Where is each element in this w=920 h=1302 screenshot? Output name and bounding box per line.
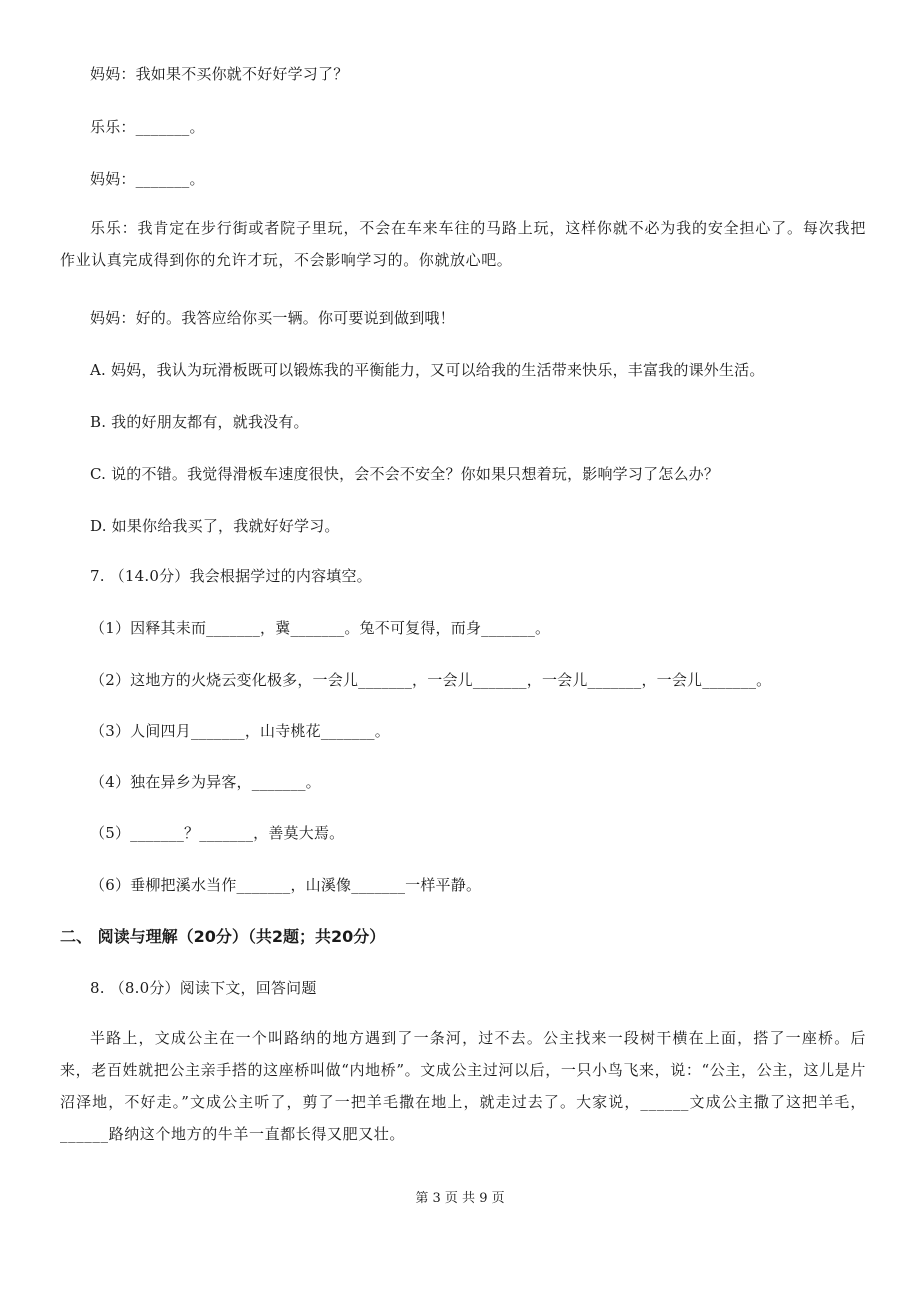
question-7-item-3: （3）人间四月_______，山寺桃花_______。 (90, 722, 390, 740)
option-c: C. 说的不错。我觉得滑板车速度很快，会不会不安全？你如果只想着玩，影响学习了怎么办？ (90, 465, 720, 483)
option-d: D. 如果你给我买了，我就好好学习。 (90, 517, 340, 535)
question-7-item-1: （1）因释其耒而_______，冀_______。兔不可复得，而身_______。 (90, 619, 551, 637)
question-7-title: 7. （14.0分）我会根据学过的内容填空。 (90, 567, 372, 585)
question-7-item-5: （5）_______？_______，善莫大焉。 (90, 824, 345, 842)
dialogue-line-3: 妈妈：_______。 (90, 170, 205, 188)
question-7-item-6: （6）垂柳把溪水当作_______，山溪像_______一样平静。 (90, 876, 482, 894)
question-8-title: 8. （8.0分）阅读下文，回答问题 (90, 979, 317, 997)
page-number: 第 3 页 共 9 页 (415, 1191, 505, 1206)
dialogue-line-2: 乐乐：_______。 (90, 118, 205, 136)
dialogue-line-5: 妈妈：好的。我答应给你买一辆。你可要说到做到哦！ (90, 309, 455, 327)
section-2-title: 二、 阅读与理解（20分）（共2题；共20分） (60, 927, 386, 946)
question-7-item-4: （4）独在异乡为异客，_______。 (90, 773, 321, 791)
dialogue-line-4: 乐乐：我肯定在步行街或者院子里玩，不会在车来车往的马路上玩，这样你就不必为我的安全担心了。每次我把作业认真完成得到你的允许才玩，不会影响学习的。你就放心吧。 (60, 219, 866, 269)
question-7-item-2: （2）这地方的火烧云变化极多，一会儿_______，一会儿_______，一会儿_______，一会儿_______。 (90, 671, 772, 689)
question-8-passage: 半路上，文成公主在一个叫路纳的地方遇到了一条河，过不去。公主找来一段树干横在上面，搭了一座桥。后来，老百姓就把公主亲手搭的这座桥叫做“内地桥”。文成公主过河以后，一只小鸟飞来，说：“公主，公主，这儿是片沼泽地，不好走。”文成公主听了，剪了一把羊毛撒在地上，就走过去了。大家说，______文成公主撒了这把羊毛，______路纳这个地方的牛羊一直都长得又肥又壮。 (60, 1029, 866, 1143)
option-b: B. 我的好朋友都有，就我没有。 (90, 413, 309, 431)
dialogue-line-1: 妈妈：我如果不买你就不好好学习了？ (90, 65, 349, 83)
option-a: A. 妈妈，我认为玩滑板既可以锻炼我的平衡能力，又可以给我的生活带来快乐，丰富我的课外生活。 (90, 361, 765, 379)
